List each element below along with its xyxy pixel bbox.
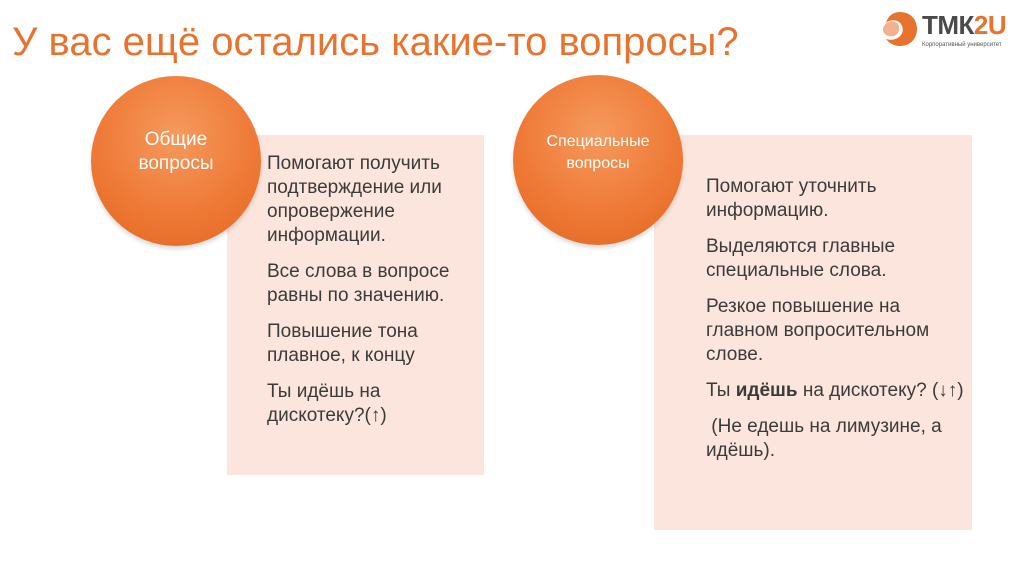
general-item: Ты идёшь на дискотеку?(↑): [267, 381, 387, 426]
example-bold-word: идёшь: [735, 380, 798, 401]
example-after: на дискотеку? (↓↑): [797, 380, 964, 401]
special-questions-text: [706, 175, 968, 475]
general-questions-label: Общие вопросы: [138, 129, 214, 174]
logo-subtitle: Корпоративный университет: [922, 42, 1002, 48]
general-item: Помогают получить подтверждение или опровержение информации.: [267, 153, 442, 246]
special-item: Выделяются главные специальные слова.: [706, 236, 896, 281]
special-questions-circle: [513, 75, 683, 245]
special-note: (Не едешь на лимузине, а идёшь).: [706, 416, 948, 461]
slide-title: У вас ещё остались какие-то вопросы?: [12, 20, 739, 64]
logo-name-main: ТМК: [922, 10, 974, 40]
special-item: Помогают уточнить информацию.: [706, 176, 877, 221]
general-item: Все слова в вопросе равны по значению.: [267, 261, 450, 306]
logo-mark-icon: [880, 8, 920, 54]
example-before: Ты: [706, 380, 736, 401]
special-item: Резкое повышение на главном вопросительном слове.: [706, 296, 930, 365]
special-example: [706, 379, 968, 403]
general-questions-circle: [91, 76, 261, 246]
logo: [880, 8, 1020, 58]
logo-name: [922, 10, 1006, 41]
special-questions-label: Специальные вопросы: [546, 133, 650, 172]
general-questions-text: [267, 152, 482, 440]
general-item: Повышение тона плавное, к концу: [267, 321, 418, 366]
logo-name-accent: 2U: [973, 10, 1007, 40]
